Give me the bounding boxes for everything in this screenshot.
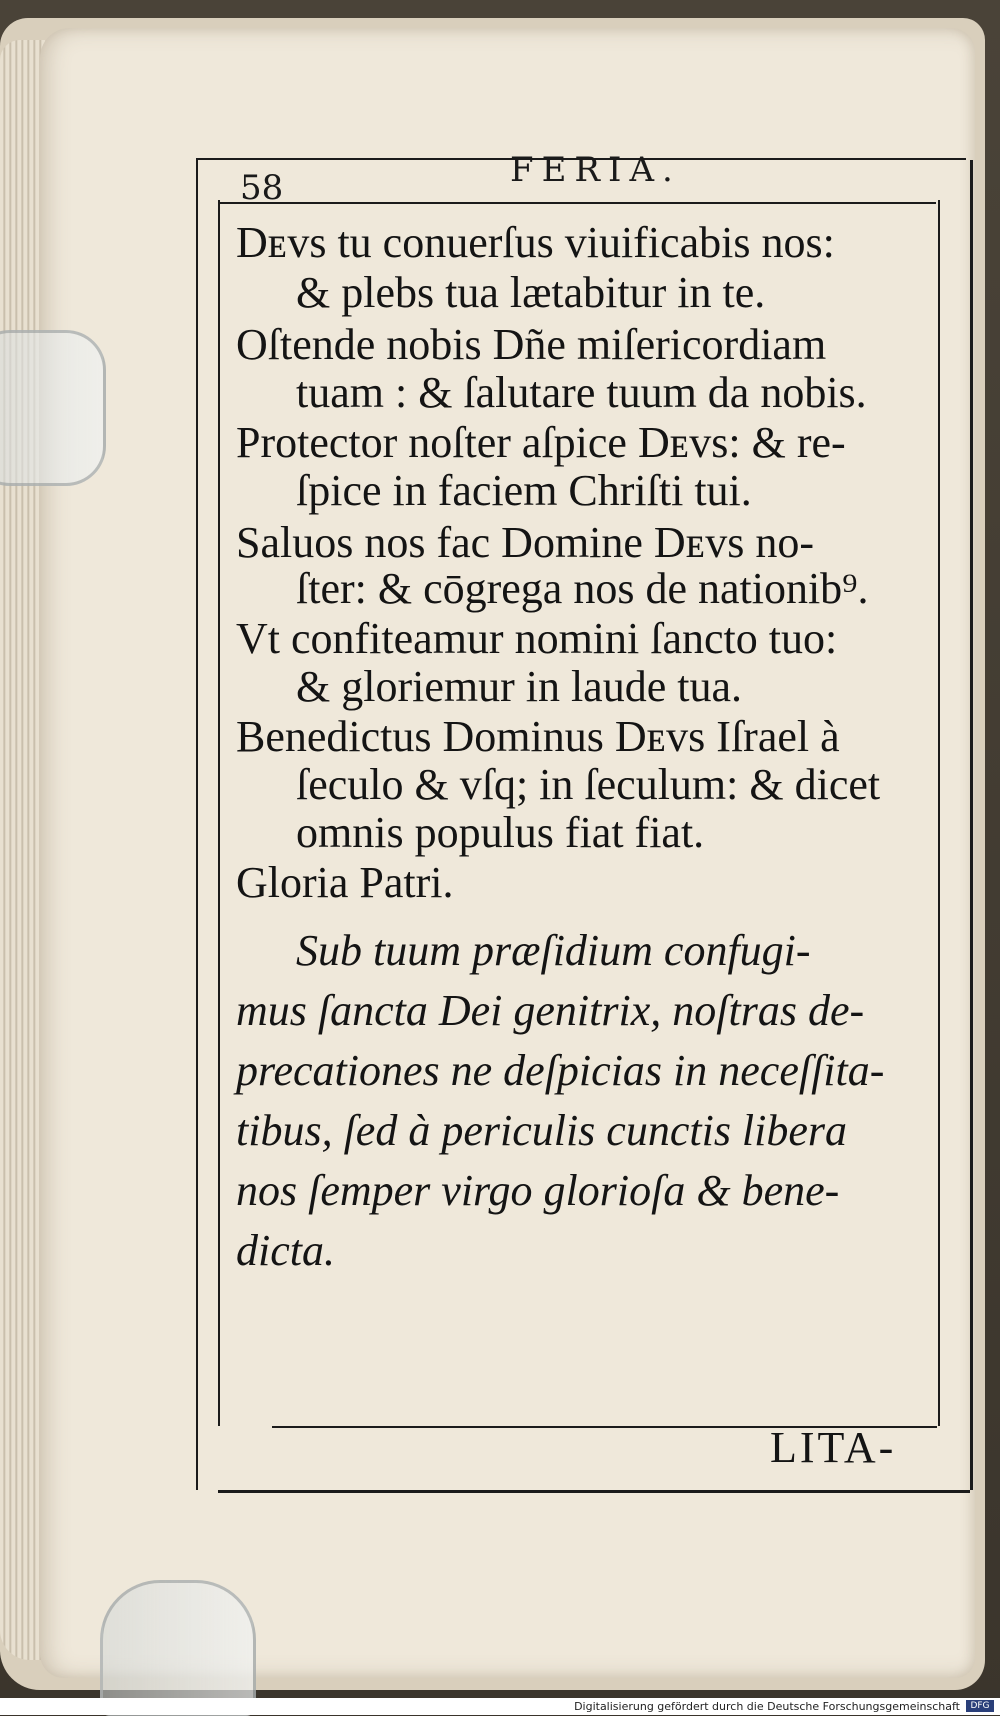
text-line: Saluos nos fac Domine Dᴇᴠs no- — [236, 518, 815, 567]
dfg-logo: DFG — [966, 1700, 994, 1712]
text-line: Vt confiteamur nomini ſancto tuo: — [236, 614, 838, 663]
text-line: Dᴇᴠs tu conuerſus viuificabis nos: — [236, 218, 835, 267]
prayer-line: nos ſemper virgo glorioſa & bene- — [236, 1166, 840, 1215]
text-line: ſpice in faciem Chriſti tui. — [296, 466, 752, 515]
text-line: & plebs tua lætabitur in te. — [296, 268, 766, 317]
text-line: ſeculo & vſq; in ſeculum: & dicet — [296, 760, 881, 809]
text-line: omnis populus fiat fiat. — [296, 808, 705, 857]
prayer-line: precationes ne deſpicias in neceſſita- — [236, 1046, 885, 1095]
prayer-line: mus ſancta Dei genitrix, noſtras de- — [236, 986, 865, 1035]
text-line: Benedictus Dominus Dᴇᴠs Iſrael à — [236, 712, 840, 761]
text-line: ſter: & cōgrega nos de nationib⁹. — [296, 564, 869, 613]
page-clip-left — [0, 330, 106, 486]
text-line: & gloriemur in laude tua. — [296, 662, 742, 711]
page-number: 58 — [240, 168, 284, 208]
page-clip-bottom — [100, 1580, 256, 1716]
text-line: Oſtende nobis Dñe miſericordiam — [236, 320, 827, 369]
frame-bottom-rule — [218, 1490, 970, 1493]
catchword: LITA- — [770, 1423, 897, 1472]
funding-notice: Digitalisierung gefördert durch die Deutsche Forschungsgemeinschaft — [574, 1700, 960, 1713]
prayer-line: dicta. — [236, 1226, 335, 1275]
header-rule — [218, 202, 936, 204]
text-line: Protector noſter aſpice Dᴇᴠs: & re- — [236, 418, 846, 467]
text-line: Gloria Patri. — [236, 858, 454, 907]
prayer-line: Sub tuum præſidium confugi- — [296, 926, 811, 975]
prayer-line: tibus, ſed à periculis cunctis libera — [236, 1106, 848, 1155]
text-line: tuam : & ſalutare tuum da nobis. — [296, 368, 867, 417]
running-head: FERIA. — [510, 150, 681, 190]
